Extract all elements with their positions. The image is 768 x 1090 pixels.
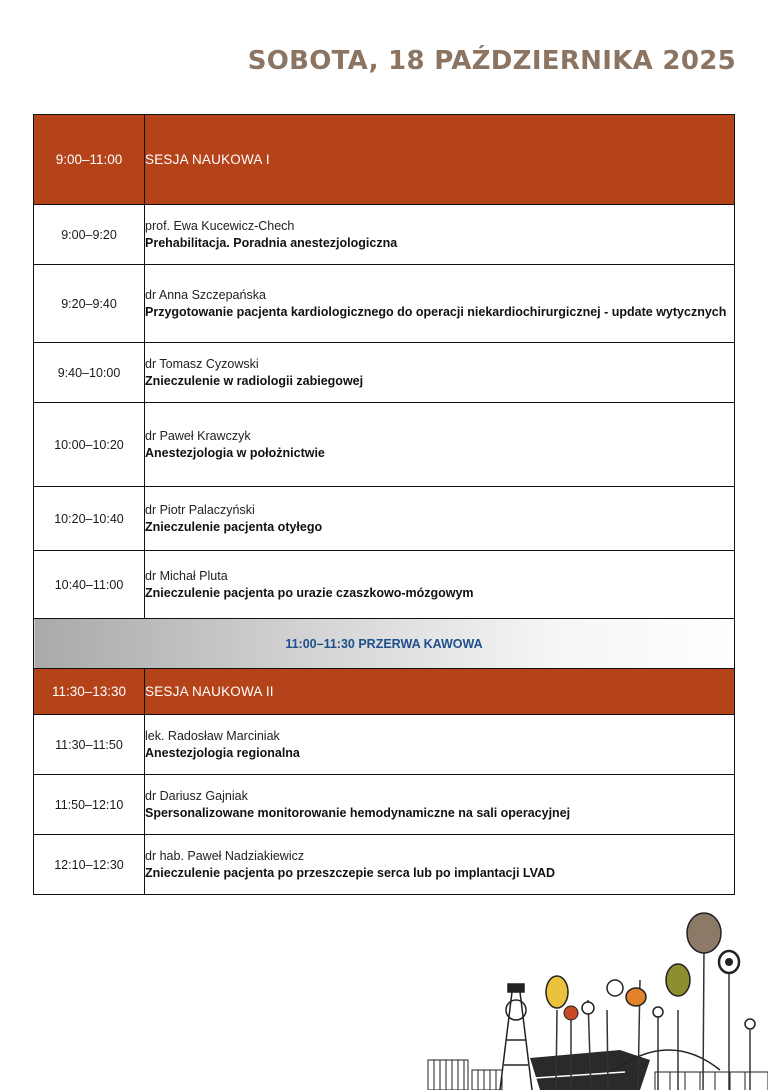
talk-title: Anestezjologia regionalna (145, 745, 300, 760)
talk-speaker: dr Tomasz Cyzowski (145, 356, 259, 371)
talk-cell (145, 835, 735, 895)
talk-cell (145, 487, 735, 551)
table-row (34, 775, 735, 835)
table-row (34, 403, 735, 487)
table-row (34, 551, 735, 619)
session-header-row (34, 669, 735, 715)
talk-time: 11:50–12:10 (34, 775, 145, 835)
talk-speaker: dr Paweł Krawczyk (145, 428, 251, 443)
page-title: SOBOTA, 18 PAŹDZIERNIKA 2025 (247, 46, 736, 76)
poppies-illustration (420, 900, 768, 1090)
talk-time: 10:00–10:20 (34, 403, 145, 487)
talk-time: 11:30–11:50 (34, 715, 145, 775)
coffee-break-label: 11:00–11:30 PRZERWA KAWOWA (34, 619, 735, 669)
talk-cell (145, 551, 735, 619)
talk-speaker: dr Anna Szczepańska (145, 287, 266, 302)
talk-time: 10:20–10:40 (34, 487, 145, 551)
talk-cell (145, 403, 735, 487)
table-row (34, 265, 735, 343)
talk-time: 10:40–11:00 (34, 551, 145, 619)
talk-title: Przygotowanie pacjenta kardiologicznego do operacji niekardiochirurgicznej - update wytycznych (145, 304, 727, 319)
talk-title: Prehabilitacja. Poradnia anestezjologiczna (145, 235, 398, 250)
talk-cell (145, 265, 735, 343)
talk-time: 9:00–9:20 (34, 205, 145, 265)
session-header-row (34, 115, 735, 205)
coffee-break-row (34, 619, 735, 669)
talk-time: 9:20–9:40 (34, 265, 145, 343)
session-title: SESJA NAUKOWA I (145, 115, 735, 205)
table-row (34, 205, 735, 265)
talk-speaker: dr Dariusz Gajniak (145, 788, 248, 803)
talk-time: 12:10–12:30 (34, 835, 145, 895)
talk-cell (145, 343, 735, 403)
talk-speaker: lek. Radosław Marciniak (145, 728, 280, 743)
session-time: 11:30–13:30 (34, 669, 145, 715)
talk-speaker: dr hab. Paweł Nadziakiewicz (145, 848, 305, 863)
talk-speaker: prof. Ewa Kucewicz-Chech (145, 218, 295, 233)
talk-speaker: dr Michał Pluta (145, 568, 228, 583)
talk-cell (145, 775, 735, 835)
talk-cell (145, 205, 735, 265)
table-row (34, 487, 735, 551)
table-row (34, 835, 735, 895)
talk-title: Znieczulenie pacjenta po urazie czaszkowo-mózgowym (145, 585, 474, 600)
session-title: SESJA NAUKOWA II (145, 669, 735, 715)
agenda-table (33, 114, 735, 895)
talk-title: Znieczulenie w radiologii zabiegowej (145, 373, 364, 388)
talk-title: Znieczulenie pacjenta otyłego (145, 519, 323, 534)
table-row (34, 343, 735, 403)
talk-time: 9:40–10:00 (34, 343, 145, 403)
table-row (34, 715, 735, 775)
talk-title: Spersonalizowane monitorowanie hemodynamiczne na sali operacyjnej (145, 805, 571, 820)
talk-cell (145, 715, 735, 775)
session-time: 9:00–11:00 (34, 115, 145, 205)
talk-title: Anestezjologia w położnictwie (145, 445, 325, 460)
talk-speaker: dr Piotr Palaczyński (145, 502, 255, 517)
talk-title: Znieczulenie pacjenta po przeszczepie serca lub po implantacji LVAD (145, 865, 556, 880)
